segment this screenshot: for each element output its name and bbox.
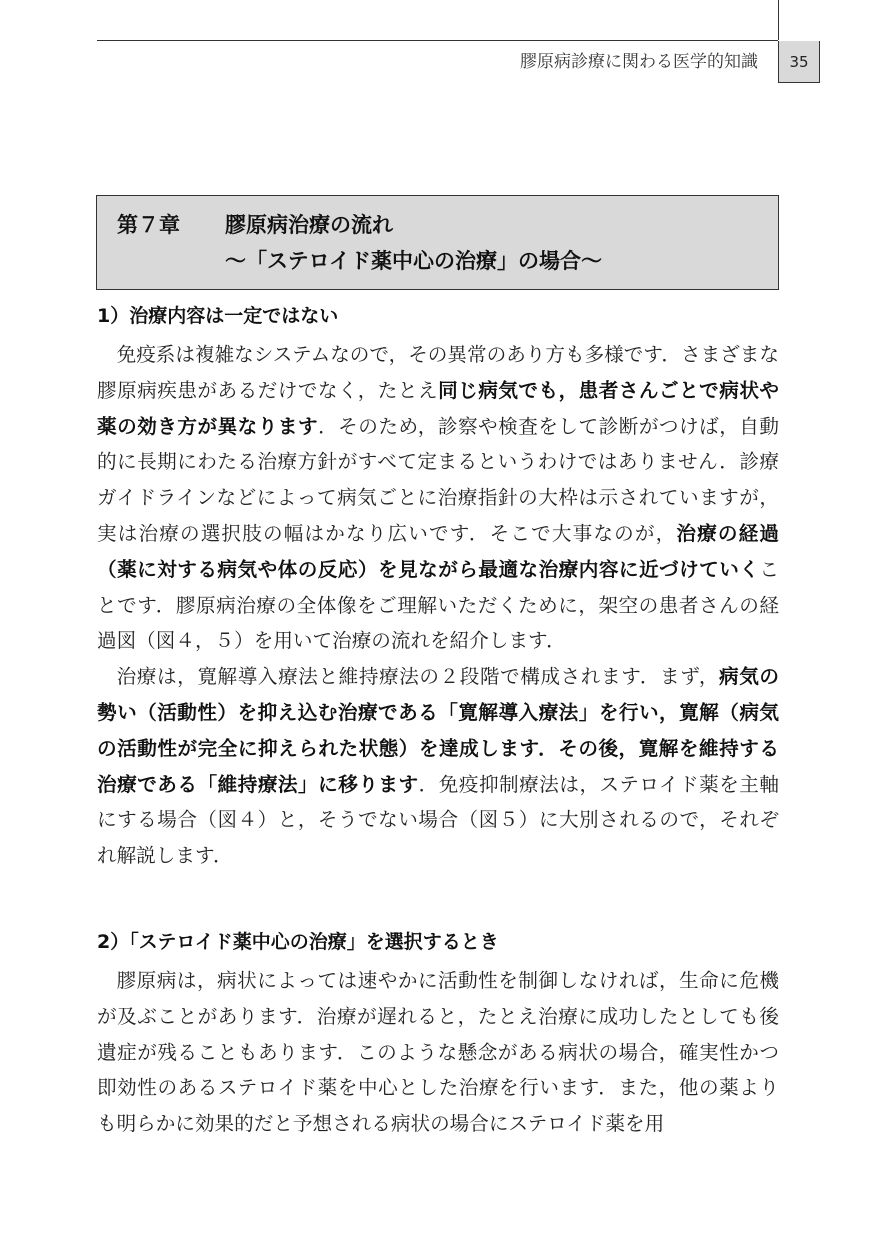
chapter-subtitle: ～「ステロイド薬中心の治療」の場合～ [225, 249, 602, 273]
paragraph: 治療は，寛解導入療法と維持療法の２段階で構成されます．まず，病気の勢い（活動性）を抑え込む治療である「寛解導入療法」を行い，寛解（病気の活動性が完全に抑えられた状態）を達成します．その後，寛解を維持する治療である「維持療法」に移ります．免疫抑制療法は，ステロイド薬を主軸にする場合（図４）と，そうでない場合（図５）に大別されるので，それぞれ解説します． [97, 665, 779, 868]
running-title: 膠原病診療に関わる医学的知識 [520, 52, 758, 72]
section-heading-2: 2）「ステロイド薬中心の治療」を選択するとき [97, 931, 499, 953]
chapter-title: 膠原病治療の流れ [225, 213, 393, 237]
chapter-title-box [96, 195, 779, 290]
header-vertical-rule [778, 0, 779, 40]
paragraph: 膠原病は，病状によっては速やかに活動性を制御しなければ，生命に危機が及ぶことがあります．治療が遅れると，たとえ治療に成功したとしても後遺症が残ることもあります．このような懸念がある病状の場合，確実性かつ即効性のあるステロイド薬を中心とした治療を行います．また，他の薬よりも明らかに効果的だと予想される病状の場合にステロイド薬を用 [97, 969, 779, 1136]
page-number: 35 [778, 41, 820, 83]
section-2-body [97, 963, 779, 1142]
paragraph: 免疫系は複雑なシステムなので，その異常のあり方も多様です．さまざまな膠原病疾患があるだけでなく，たとえ同じ病気でも，患者さんごとで病状や薬の効き方が異なります．そのため，診察や検査をして診断がつけば，自動的に長期にわたる治療方針がすべて定まるというわけではありません．診療ガイドラインなどによって病気ごとに治療指針の大枠は示されていますが，実は治療の選択肢の幅はかなり広いです．そこで大事なのが，治療の経過（薬に対する病気や体の反応）を見ながら最適な治療内容に近づけていくことです．膠原病治療の全体像をご理解いただくために，架空の患者さんの経過図（図４，５）を用いて治療の流れを紹介します． [97, 343, 780, 653]
header-rule [97, 40, 778, 41]
section-1-body [97, 337, 779, 874]
chapter-number: 第７章 [117, 213, 180, 237]
section-heading-1: 1）治療内容は一定ではない [97, 305, 339, 327]
